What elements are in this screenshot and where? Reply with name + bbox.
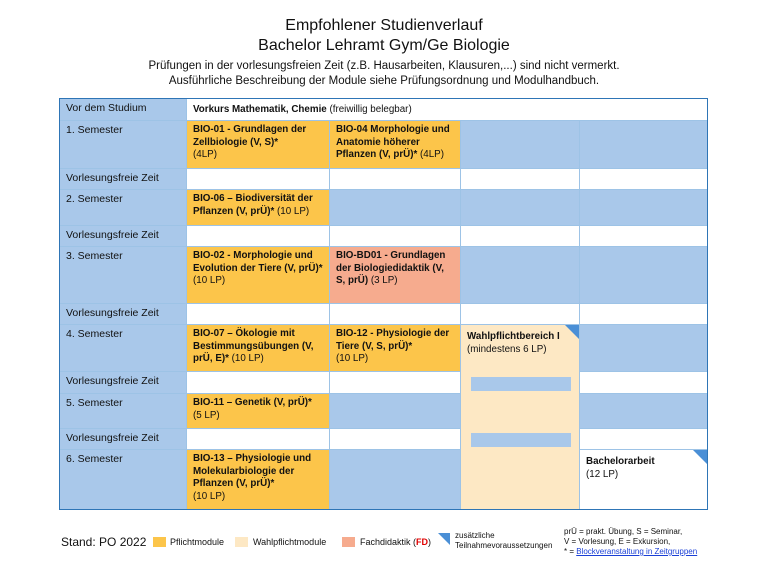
- empty-cell: [580, 372, 707, 393]
- module-bio-bd01: BIO-BD01 - Grundlagen der Biologiedidaktik (V, S, prÜ) (3 LP): [330, 247, 460, 303]
- legend-label-zusatz: zusätzliche Teilnahmevoraussetzungen: [455, 531, 553, 550]
- study-plan-grid: [59, 98, 708, 510]
- empty-cell: [330, 190, 460, 225]
- empty-cell: [330, 394, 460, 428]
- empty-cell: [580, 304, 707, 324]
- row-label-s6: 6. Semester: [60, 450, 186, 509]
- empty-cell: [330, 429, 460, 449]
- note-line-2: Ausführliche Beschreibung der Module siehe Prüfungsordnung und Modulhandbuch.: [168, 75, 600, 87]
- row-label-vf3: Vorlesungsfreie Zeit: [60, 304, 186, 324]
- prerequisite-legend-icon: [438, 533, 450, 545]
- module-wahlpflichtbereich: Wahlpflichtbereich I (mindestens 6 LP): [461, 325, 579, 509]
- empty-cell: [330, 304, 460, 324]
- row-label-s4: 4. Semester: [60, 325, 186, 371]
- empty-cell: [471, 377, 571, 391]
- module-bio-01: BIO-01 - Grundlagen der Zellbiologie (V, S)* (4LP): [187, 121, 329, 168]
- empty-cell: [187, 169, 329, 189]
- empty-cell: [580, 121, 707, 168]
- legend-label-fachdidaktik: Fachdidaktik (FD): [360, 537, 432, 547]
- vorkurs-cell: Vorkurs Mathematik, Chemie (freiwillig belegbar): [187, 99, 707, 120]
- empty-cell: [580, 429, 707, 449]
- row-label-vf2: Vorlesungsfreie Zeit: [60, 226, 186, 246]
- module-bio-07: BIO-07 – Ökologie mit Bestimmungsübungen (V, prÜ, E)* (10 LP): [187, 325, 329, 371]
- page-subtitle: Bachelor Lehramt Gym/Ge Biologie: [258, 37, 510, 54]
- empty-cell: [461, 247, 579, 303]
- legend-label-wahlpflicht: Wahlpflichtmodule: [253, 537, 327, 547]
- row-label-vf4: Vorlesungsfreie Zeit: [60, 372, 186, 393]
- module-bachelorarbeit: Bachelorarbeit (12 LP): [580, 450, 707, 509]
- empty-cell: [187, 372, 329, 393]
- module-bio-13: BIO-13 – Physiologie und Molekularbiologie der Pflanzen (V, prÜ)* (10 LP): [187, 450, 329, 509]
- empty-cell: [580, 169, 707, 189]
- empty-cell: [580, 247, 707, 303]
- empty-cell: [330, 169, 460, 189]
- legend-swatch-fachdidaktik: [342, 537, 355, 547]
- empty-cell: [461, 190, 579, 225]
- empty-cell: [330, 226, 460, 246]
- empty-cell: [461, 226, 579, 246]
- row-label-s5: 5. Semester: [60, 394, 186, 428]
- empty-cell: [187, 226, 329, 246]
- row-label-s3: 3. Semester: [60, 247, 186, 303]
- empty-cell: [580, 226, 707, 246]
- empty-cell: [580, 394, 707, 428]
- note-line-1: Prüfungen in der vorlesungsfreien Zeit (z.B. Hausarbeiten, Klausuren,...) sind nicht vermerkt.: [148, 60, 620, 72]
- page-title: Empfohlener Studienverlauf: [285, 17, 483, 34]
- row-label-s2: 2. Semester: [60, 190, 186, 225]
- empty-cell: [461, 169, 579, 189]
- module-bio-02: BIO-02 - Morphologie und Evolution der Tiere (V, prÜ)* (10 LP): [187, 247, 329, 303]
- legend-swatch-wahlpflicht: [235, 537, 248, 547]
- stand-label: Stand: PO 2022: [61, 535, 147, 549]
- module-bio-04: BIO-04 Morphologie und Anatomie höherer Pflanzen (V, prÜ)* (4LP): [330, 121, 460, 168]
- empty-cell: [187, 429, 329, 449]
- module-bio-12: BIO-12 - Physiologie der Tiere (V, S, prÜ)* (10 LP): [330, 325, 460, 371]
- empty-cell: [330, 372, 460, 393]
- empty-cell: [187, 304, 329, 324]
- prerequisite-marker-icon: [565, 325, 579, 339]
- abbreviation-notes: prÜ = prakt. Übung, S = Seminar, V = Vorlesung, E = Exkursion, * = Blockveranstaltung in Zeitgruppen: [564, 527, 698, 556]
- legend-label-pflicht: Pflichtmodule: [170, 537, 225, 547]
- legend-swatch-pflicht: [153, 537, 166, 547]
- row-label-vf1: Vorlesungsfreie Zeit: [60, 169, 186, 189]
- empty-cell: [471, 433, 571, 447]
- empty-cell: [580, 190, 707, 225]
- empty-cell: [580, 325, 707, 371]
- prerequisite-marker-icon: [693, 450, 707, 464]
- empty-cell: [330, 450, 460, 509]
- row-label-s1: 1. Semester: [60, 121, 186, 168]
- blockveranstaltung-link[interactable]: Blockveranstaltung in Zeitgruppen: [576, 547, 698, 556]
- empty-cell: [461, 121, 579, 168]
- row-label-vf5: Vorlesungsfreie Zeit: [60, 429, 186, 449]
- module-bio-06: BIO-06 – Biodiversität der Pflanzen (V, prÜ)* (10 LP): [187, 190, 329, 225]
- row-label-vor: Vor dem Studium: [60, 99, 186, 120]
- module-bio-11: BIO-11 – Genetik (V, prÜ)* (5 LP): [187, 394, 329, 428]
- empty-cell: [461, 304, 579, 324]
